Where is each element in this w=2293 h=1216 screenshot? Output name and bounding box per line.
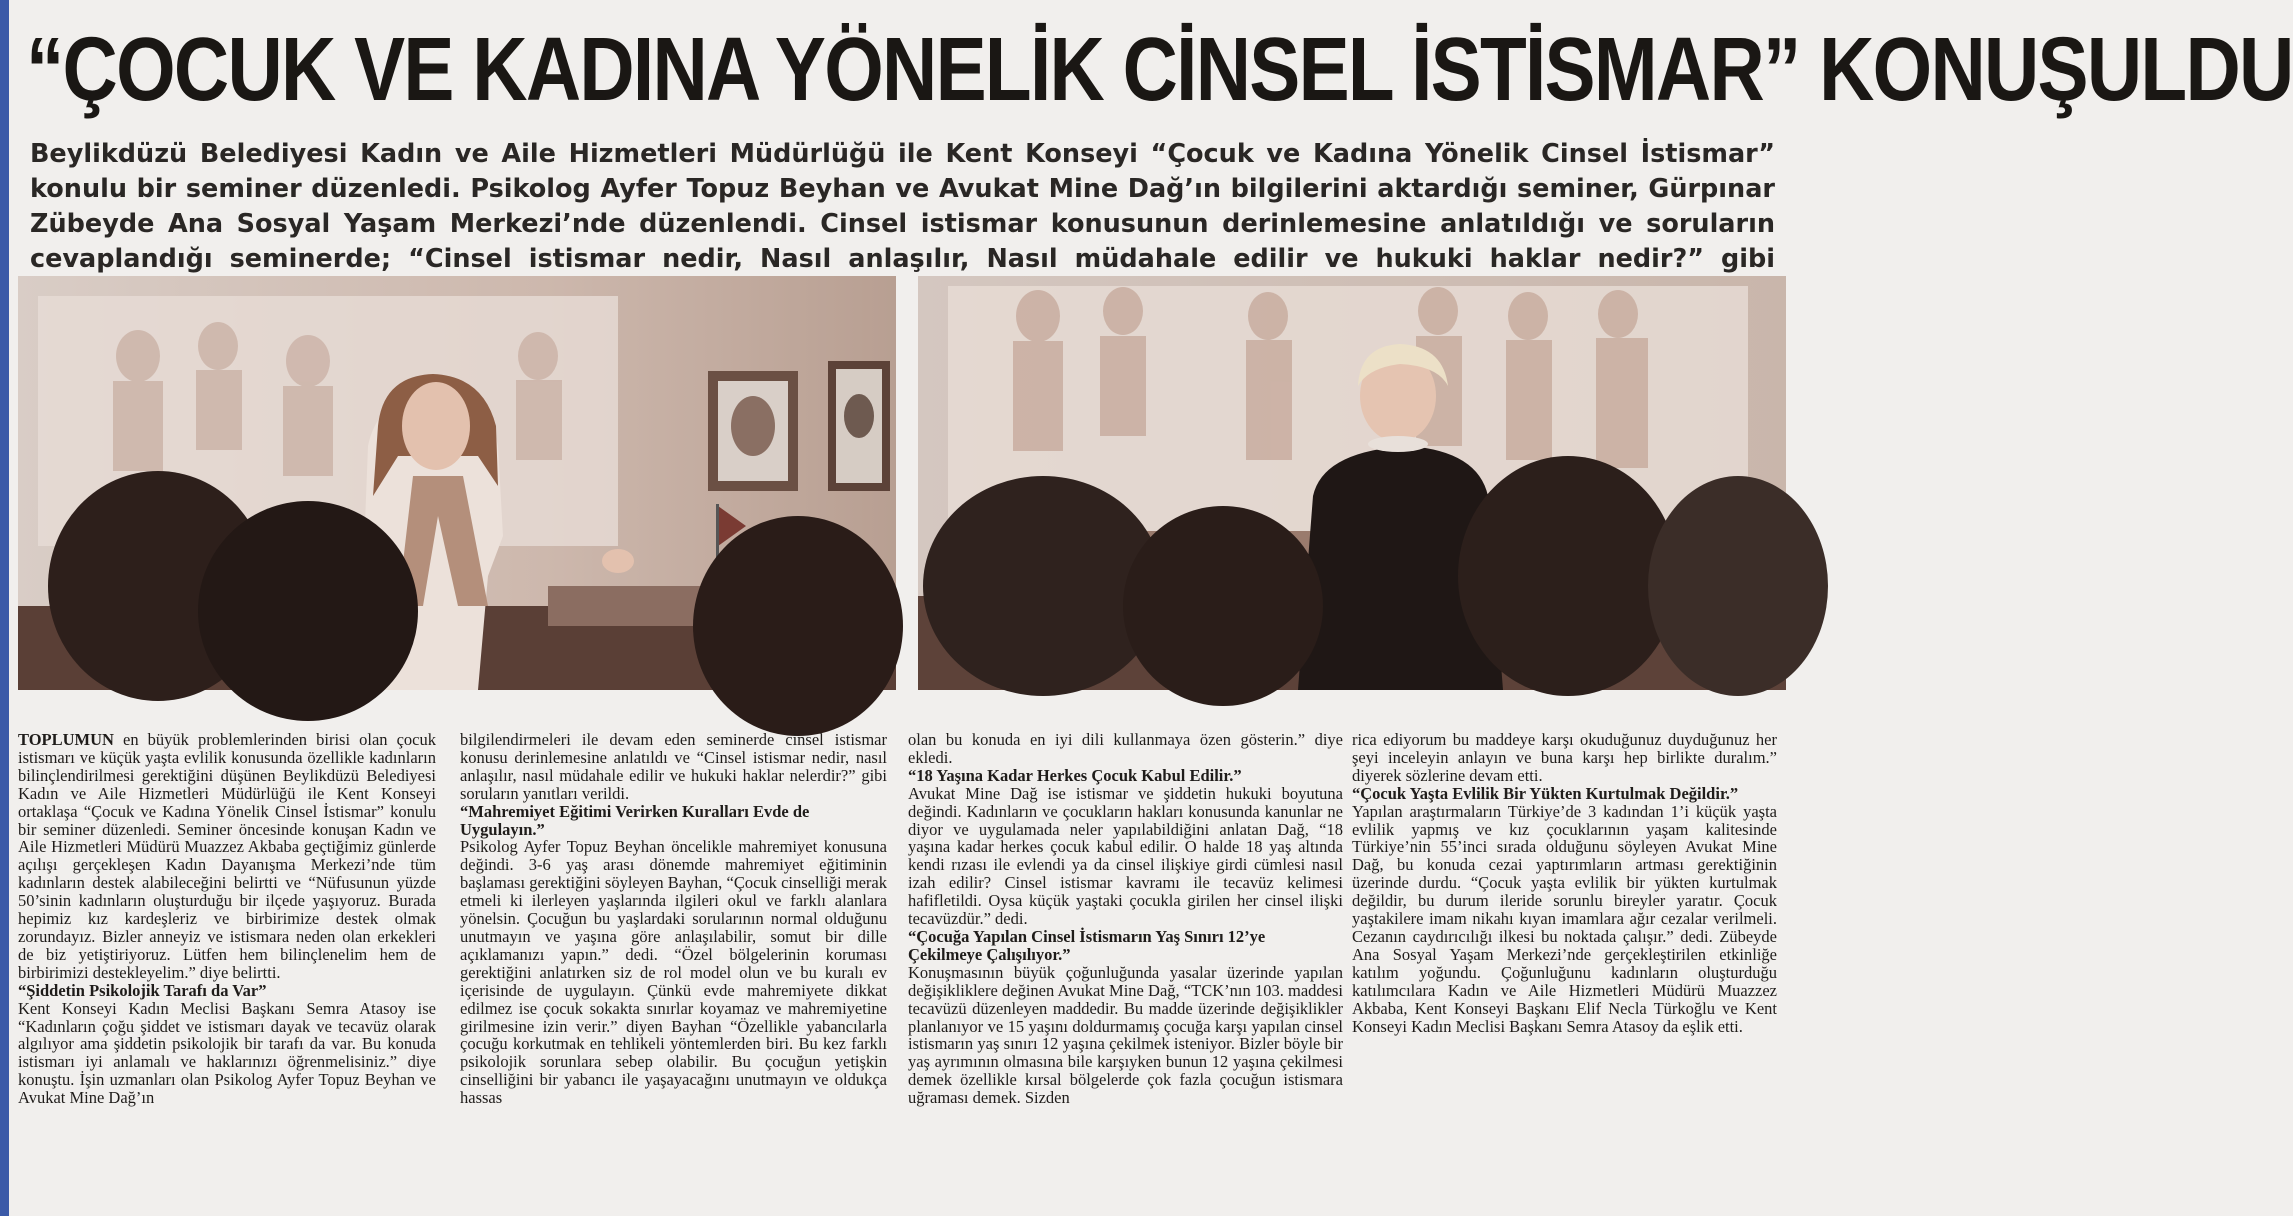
paragraph-text: en büyük problemlerinden birisi olan çocuk istismarı ve küçük yaşta evlilik konusunda özellikle kadınların bilinçlendirilmesi gerektiğini düşünen Beylikdüzü Belediyesi Kadın ve Aile Hizmetleri Müdürlüğü ile Kent Konseyi ortaklaşa “Çocuk ve Kadına Yönelik Cinsel İstismar” konulu bir seminer düzenledi. Seminer öncesinde konuşan Kadın ve Aile Hizmetleri Müdürü Muazzez Akbaba geçtiğimiz günlerde açılışı gerçekleşen Kadın Dayanışma Merkezi’nde tüm kadınların destek alabileceğini belirtti ve “Nüfusunun yüzde 50’sinin kadınların oluşturduğu bir ilçede yaşıyoruz. Burada hepimiz kız kardeşleriz ve birbirimize destek olmak zorundayız. Bizler anneyiz ve istismara neden olan erkekleri de biz yetiştiriyoruz. Lütfen hem bilinçlenelim hem de birbirimizi destekleyelim.” diye belirtti. <box>18 730 436 982</box>
body-column-1 <box>18 731 436 1209</box>
photo-speaker-right <box>918 276 1786 690</box>
subheading: “Mahremiyet Eğitimi Verirken Kuralları Evde de Uygulayın.” <box>460 801 810 839</box>
paragraph: Konuşmasının büyük çoğunluğunda yasalar üzerinde yapılan değişikliklere değinen Avukat Mine Dağ, “TCK’nın 103. maddesi tecavüzü düzenleyen maddedir. Bu madde üzerinde değişiklikler planlanıyor ve 15 yaşını doldurmamış çocuğa karşı yapılan cinsel istismarın yaş sınırı 12 yaşına çekilmek isteniyor. Bizler böyle bir yaş ayrımının olmasına bile karşıyken bunun 12 yaşına çekilmesi demek özellikle kırsal bölgelerde çok fazla çocuğun istismara uğraması demek. Sizden <box>908 962 1343 1108</box>
photo-left-illustration <box>18 276 896 690</box>
paragraph: bilgilendirmeleri ile devam eden seminerde cinsel istismar konusu derinlemesine anlatıldı ve “Cinsel istismar nedir, nasıl anlaşılır, nasıl müdahale edilir ve hukuki haklar nelerdir?” gibi soruların yanıtları verildi. <box>460 730 887 803</box>
paragraph: Yapılan araştırmaların Türkiye’de 3 kadından 1’i küçük yaşta evlilik yapmış ve kız çocuklarının yaşam kalitesinde Türkiye’nin 55’inci sırada olduğunu söyleyen Avukat Mine Dağ, bu konuda cezai yaptırımların artması gerektiğinin üzerinde durdu. “Çocuk yaşta evlilik bir yükten kurtulmak değildir, bu durum ileride sorunlu bireyler yaratır. Çocuk yaştakilere imam nikahı kıyan imamlara ağır cezalar verilmeli. Cezanın caydırıcılığı ilkesi bu noktada çalışır.” dedi. Zübeyde Ana Sosyal Yaşam Merkezi’nde gerçekleştirilen etkinliğe katılım yoğundu. Çoğunluğunu kadınların oluşturduğu katılımcılara Kadın ve Aile Hizmetleri Müdürü Muazzez Akbaba, Kent Konseyi Başkanı Elif Necla Türkoğlu ve Kent Konseyi Kadın Meclisi Başkanı Semra Atasoy da eşlik etti. <box>1352 801 1777 1036</box>
paragraph: Avukat Mine Dağ ise istismar ve şiddetin hukuki boyutuna değindi. Kadınların ve çocukların hakları konusunda kanunlar ne diyor ve uygulamada neler yapılabildiğini anlatan Dağ, “18 yaşına kadar herkes çocuk kabul edilir. O halde 18 yaş altında kendi rızası ile evlendi ya da cinsel ilişkiye girdi cümlesi nasıl izah edilir? Cinsel istismar kavramı ile tecavüz kelimesi hafifletildi. Oysa küçük yaştaki çocukla girilen her cinsel ilişki tecavüzdür.” dedi. <box>908 783 1343 929</box>
paragraph: olan bu konuda en iyi dili kullanmaya özen gösterin.” diye ekledi. <box>908 730 1343 767</box>
subheading: “Şiddetin Psikolojik Tarafı da Var” <box>18 980 267 1000</box>
body-column-3 <box>908 731 1343 1209</box>
paragraph: Kent Konseyi Kadın Meclisi Başkanı Semra Atasoy ise “Kadınların çoğu şiddet ve istismarı dayak ve tecavüz olarak algılıyor ama şiddetin psikolojik bir tarafı da var. Bu konuda istismarı iyi anlamalı ve haklarınızı öğrenmelisiniz.” diye konuştu. İşin uzmanları olan Psikolog Ayfer Topuz Beyhan ve Avukat Mine Dağ’ın <box>18 998 436 1108</box>
headline: “ÇOCUK VE KADINA YÖNELİK CİNSEL İSTİSMAR” KONUŞULDU <box>26 20 2293 120</box>
lede-paragraph: Beylikdüzü Belediyesi Kadın ve Aile Hizmetleri Müdürlüğü ile Kent Konseyi “Çocuk ve Kadına Yönelik Cinsel İstismar” konulu bir seminer düzenledi. Psikolog Ayfer Topuz Beyhan ve Avukat Mine Dağ’ın bilgilerini aktardığı seminer, Gürpınar Zübeyde Ana Sosyal Yaşam Merkezi’nde düzenlendi. Cinsel istismar konusunun derinlemesine anlatıldığı ve soruların cevaplandığı seminerde; “Cinsel istismar nedir, Nasıl anlaşılır, Nasıl müdahale edilir ve hukuki haklar nedir?” gibi <box>30 139 1775 274</box>
paragraph: Psikolog Ayfer Topuz Beyhan öncelikle mahremiyet konusuna değindi. 3-6 yaş arası dönemde mahremiyet eğitiminin başlaması gerektiğini söyleyen Bayhan, “Çocuk cinselliği merak etmeli ki ilerleyen yaşlarında ilgileri okul ve farklı alanlara yönelsin. Çocuğun bu yaşlardaki sorularının normal olduğunu unutmayın ve yaşına göre anlaşılabilir, somut bir dille açıklamanızı yapın.” dedi. “Özel bölgelerinin koruması gerektiğini anlatırken siz de rol model olun ve bu kuralı ev içerisinde de uygulayın. Çünkü evde mahremiyete dikkat edilmez ise çocuk sokakta sınırlar koyamaz ve mahremiyetine girilmesine izin verir.” diyen Bayhan “Özellikle yabancılarla çocuğu korkutmak en tehlikeli yöntemlerden biri. Bu kez farklı psikolojik sorunlara sebep olabilir. Bu çocuğun yetişkin cinselliğini bir yabancı ile yaşayacağını unutmayın ve oldukça hassas <box>460 837 887 1108</box>
paragraph <box>18 731 436 982</box>
scan-edge <box>0 0 9 1216</box>
subheading: “Çocuk Yaşta Evlilik Bir Yükten Kurtulmak Değildir.” <box>1352 783 1739 803</box>
paragraph: rica ediyorum bu maddeye karşı okuduğunuz duyduğunuz her şeyi inceleyin anlayın ve buna karşı hep birlikte duralım.” diyerek sözlerine devam etti. <box>1352 730 1777 785</box>
body-column-4 <box>1352 731 1777 1209</box>
photo-right-illustration <box>918 276 1786 690</box>
subheading: “18 Yaşına Kadar Herkes Çocuk Kabul Edilir.” <box>908 765 1242 785</box>
body-column-2 <box>460 731 887 1209</box>
photo-speaker-left <box>18 276 896 690</box>
lead-word: TOPLUMUN <box>18 730 114 749</box>
subheading: “Çocuğa Yapılan Cinsel İstismarın Yaş Sınırı 12’ye Çekilmeye Çalışılıyor.” <box>908 926 1266 964</box>
